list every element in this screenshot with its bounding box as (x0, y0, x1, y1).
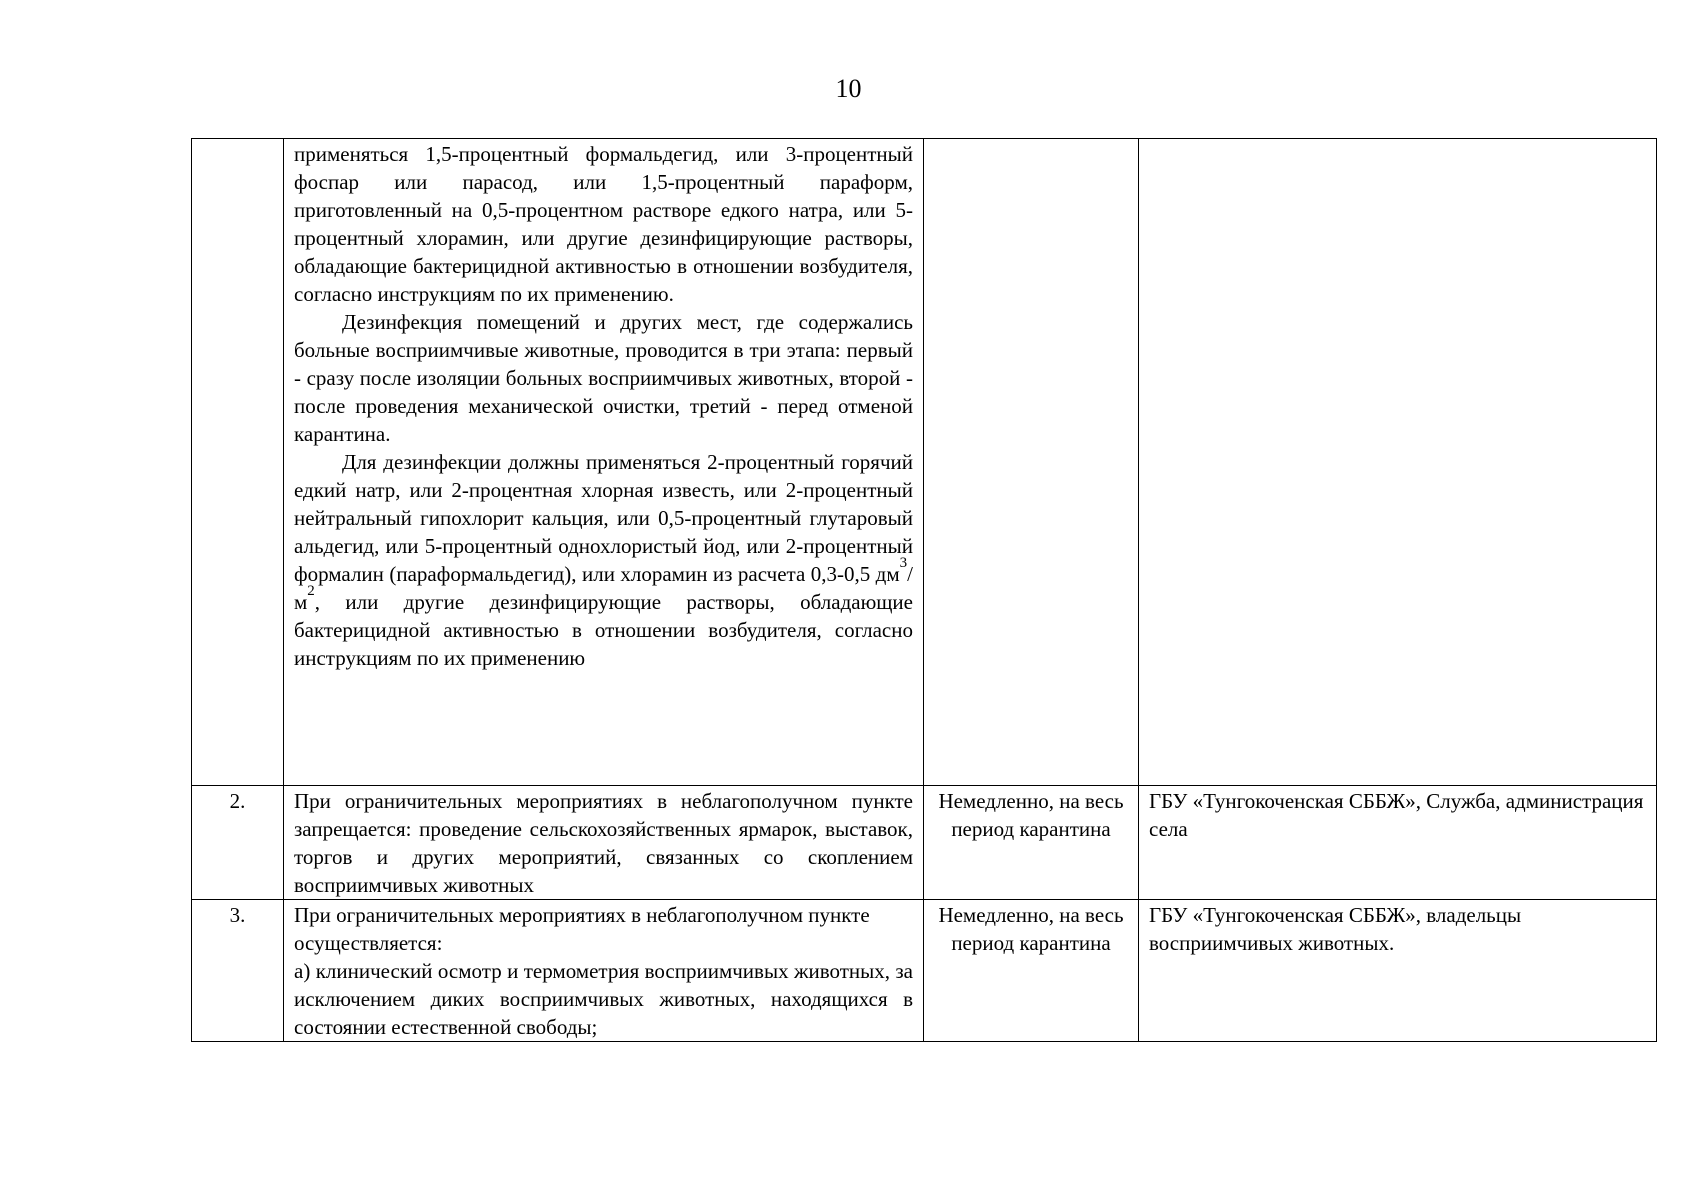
measures-table (191, 138, 1657, 1042)
disinfectants-text: Для дезинфекции должны применяться 2-процентный горячий едкий натр, или 2-процентная хлорная известь, или 2-процентный нейтральный гипохлорит кальция, или 0,5-процентный глутаровый альдегид, или 5-процентный однохлористый йод, или 2-процентный формалин (параформальдегид), или хлорамин из расчета 0,3-0,5 дм (294, 450, 913, 586)
row-number-cell (192, 139, 284, 786)
measure-paragraph: применяться 1,5-процентный формальдегид, или 3-процентный фоспар или парасод, или 1,5-процентный параформ, приготовленный на 0,5-процентном растворе едкого натра, или 5-процентный хлорамин, или другие дезинфицирующие растворы, обладающие бактерицидной активностью в отношении возбудителя, согласно инструкциям по их применению. (294, 142, 913, 306)
measure-paragraph: При ограничительных мероприятиях в неблагополучном пункте осуществляется: (294, 903, 870, 955)
measure-paragraph: При ограничительных мероприятиях в неблагополучном пункте запрещается: проведение сельскохозяйственных ярмарок, выставок, торгов и других мероприятий, связанных со скоплением восприимчивых животных (294, 789, 913, 897)
term-cell: Немедленно, на весь период карантина (924, 900, 1139, 1042)
measure-list-item: а) клинический осмотр и термометрия восприимчивых животных, за исключением диких восприимчивых животных, находящихся в состоянии естественной свободы; (294, 959, 913, 1039)
disinfectants-paragraph (294, 448, 913, 672)
page-number: 10 (835, 74, 862, 103)
table-row (192, 139, 1657, 786)
responsible-cell (1139, 139, 1657, 786)
table-row (192, 786, 1657, 900)
responsible-cell: ГБУ «Тунгокоченская СББЖ», Служба, администрация села (1139, 786, 1657, 900)
row-number-cell: 2. (192, 786, 284, 900)
superscript-square: 2 (307, 583, 315, 599)
measure-text-cell (284, 900, 924, 1042)
superscript-cubic: 3 (899, 555, 908, 571)
disinfectants-unit: /м (294, 562, 913, 614)
measure-text-cell (284, 139, 924, 786)
measure-text-cell (284, 786, 924, 900)
table-row (192, 900, 1657, 1042)
disinfectants-tail: , или другие дезинфицирующие растворы, обладающие бактерицидной активностью в отношении возбудителя, согласно инструкциям по их применению (294, 590, 913, 670)
row-number-cell: 3. (192, 900, 284, 1042)
term-cell: Немедленно, на весь период карантина (924, 786, 1139, 900)
term-cell (924, 139, 1139, 786)
measure-paragraph: Дезинфекция помещений и других мест, где содержались больные восприимчивые животные, проводится в три этапа: первый - сразу после изоляции больных восприимчивых животных, второй - после проведения механической очистки, третий - перед отменой карантина. (294, 310, 913, 446)
responsible-cell: ГБУ «Тунгокоченская СББЖ», владельцы восприимчивых животных. (1139, 900, 1657, 1042)
